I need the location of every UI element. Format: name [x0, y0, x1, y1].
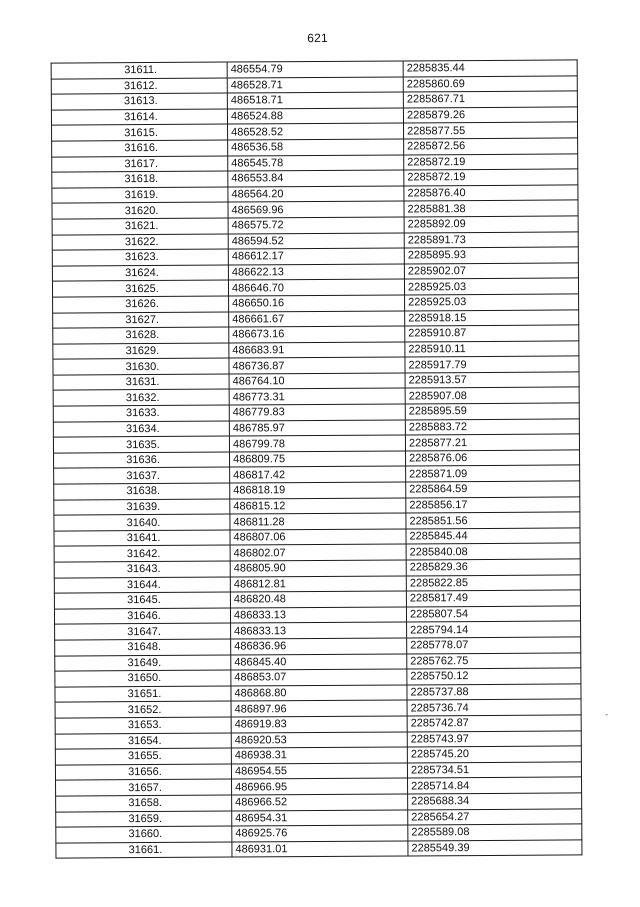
y-coordinate-cell: 2285907.08 [405, 387, 579, 404]
y-coordinate-cell: 2285742.87 [407, 715, 581, 732]
coordinates-table-body [51, 60, 582, 858]
y-coordinate-cell: 2285714.84 [408, 777, 582, 794]
y-coordinate-cell: 2285736.74 [407, 699, 581, 716]
point-id-cell: 31612. [51, 78, 227, 95]
point-id-cell: 31624. [52, 265, 228, 282]
y-coordinate-cell: 2285871.09 [406, 465, 580, 482]
y-coordinate-cell: 2285872.19 [404, 169, 578, 186]
point-id-cell: 31632. [53, 390, 229, 407]
point-id-cell: 31657. [56, 779, 232, 796]
point-id-cell: 31640. [54, 514, 230, 531]
y-coordinate-cell: 2285910.87 [405, 325, 579, 342]
point-id-cell: 31630. [53, 358, 229, 375]
y-coordinate-cell: 2285851.56 [406, 512, 580, 529]
y-coordinate-cell: 2285883.72 [405, 419, 579, 436]
x-coordinate-cell: 486553.84 [228, 170, 404, 187]
x-coordinate-cell: 486802.07 [230, 544, 406, 561]
y-coordinate-cell: 2285745.20 [407, 746, 581, 763]
point-id-cell: 31620. [52, 202, 228, 219]
y-coordinate-cell: 2285872.56 [404, 138, 578, 155]
point-id-cell: 31636. [54, 452, 230, 469]
x-coordinate-cell: 486650.16 [229, 295, 405, 312]
y-coordinate-cell: 2285876.06 [406, 450, 580, 467]
x-coordinate-cell: 486966.95 [232, 778, 408, 795]
point-id-cell: 31655. [55, 748, 231, 765]
point-id-cell: 31629. [53, 343, 229, 360]
y-coordinate-cell: 2285835.44 [403, 60, 577, 77]
x-coordinate-cell: 486554.79 [227, 61, 403, 78]
x-coordinate-cell: 486646.70 [228, 279, 404, 296]
x-coordinate-cell: 486809.75 [230, 451, 406, 468]
y-coordinate-cell: 2285877.21 [405, 434, 579, 451]
point-id-cell: 31644. [54, 577, 230, 594]
x-coordinate-cell: 486833.13 [230, 607, 406, 624]
x-coordinate-cell: 486545.78 [228, 155, 404, 172]
y-coordinate-cell: 2285549.39 [408, 840, 582, 857]
point-id-cell: 31634. [53, 421, 229, 438]
x-coordinate-cell: 486524.88 [227, 108, 403, 125]
point-id-cell: 31623. [52, 249, 228, 266]
x-coordinate-cell: 486966.52 [232, 794, 408, 811]
y-coordinate-cell: 2285872.19 [404, 153, 578, 170]
x-coordinate-cell: 486779.83 [229, 404, 405, 421]
y-coordinate-cell: 2285840.08 [406, 543, 580, 560]
x-coordinate-cell: 486925.76 [232, 825, 408, 842]
x-coordinate-cell: 486818.19 [230, 482, 406, 499]
point-id-cell: 31649. [55, 655, 231, 672]
x-coordinate-cell: 486612.17 [228, 248, 404, 265]
y-coordinate-cell: 2285925.03 [405, 294, 579, 311]
point-id-cell: 31615. [52, 124, 228, 141]
point-id-cell: 31627. [53, 312, 229, 329]
point-id-cell: 31648. [55, 639, 231, 656]
x-coordinate-cell: 486954.55 [231, 763, 407, 780]
y-coordinate-cell: 2285892.09 [404, 216, 578, 233]
point-id-cell: 31646. [54, 608, 230, 625]
y-coordinate-cell: 2285876.40 [404, 185, 578, 202]
y-coordinate-cell: 2285867.71 [403, 91, 577, 108]
y-coordinate-cell: 2285917.79 [405, 356, 579, 373]
y-coordinate-cell: 2285895.59 [405, 403, 579, 420]
y-coordinate-cell: 2285925.03 [404, 278, 578, 295]
x-coordinate-cell: 486799.78 [229, 435, 405, 452]
x-coordinate-cell: 486536.58 [228, 139, 404, 156]
x-coordinate-cell: 486785.97 [229, 420, 405, 437]
x-coordinate-cell: 486569.96 [228, 201, 404, 218]
point-id-cell: 31659. [56, 811, 232, 828]
x-coordinate-cell: 486868.80 [231, 685, 407, 702]
x-coordinate-cell: 486833.13 [231, 622, 407, 639]
x-coordinate-cell: 486815.12 [230, 498, 406, 515]
x-coordinate-cell: 486817.42 [230, 466, 406, 483]
x-coordinate-cell: 486661.67 [229, 310, 405, 327]
scan-speck [606, 714, 608, 715]
point-id-cell: 31654. [55, 733, 231, 750]
point-id-cell: 31650. [55, 670, 231, 687]
x-coordinate-cell: 486919.83 [231, 716, 407, 733]
x-coordinate-cell: 486764.10 [229, 373, 405, 390]
x-coordinate-cell: 486853.07 [231, 669, 407, 686]
y-coordinate-cell: 2285856.17 [406, 497, 580, 514]
point-id-cell: 31660. [56, 826, 232, 843]
y-coordinate-cell: 2285750.12 [407, 668, 581, 685]
point-id-cell: 31645. [54, 592, 230, 609]
y-coordinate-cell: 2285895.93 [404, 247, 578, 264]
x-coordinate-cell: 486683.91 [229, 342, 405, 359]
point-id-cell: 31647. [55, 623, 231, 640]
x-coordinate-cell: 486920.53 [231, 732, 407, 749]
y-coordinate-cell: 2285737.88 [407, 684, 581, 701]
x-coordinate-cell: 486845.40 [231, 654, 407, 671]
point-id-cell: 31641. [54, 530, 230, 547]
x-coordinate-cell: 486931.01 [232, 841, 408, 858]
x-coordinate-cell: 486594.52 [228, 233, 404, 250]
y-coordinate-cell: 2285879.26 [403, 107, 577, 124]
table-row [56, 840, 582, 859]
point-id-cell: 31653. [55, 717, 231, 734]
x-coordinate-cell: 486673.16 [229, 326, 405, 343]
x-coordinate-cell: 486564.20 [228, 186, 404, 203]
x-coordinate-cell: 486736.87 [229, 357, 405, 374]
y-coordinate-cell: 2285902.07 [404, 263, 578, 280]
x-coordinate-cell: 486528.71 [227, 77, 403, 94]
x-coordinate-cell: 486805.90 [230, 560, 406, 577]
y-coordinate-cell: 2285910.11 [405, 341, 579, 358]
x-coordinate-cell: 486836.96 [231, 638, 407, 655]
point-id-cell: 31639. [54, 499, 230, 516]
y-coordinate-cell: 2285864.59 [406, 481, 580, 498]
x-coordinate-cell: 486622.13 [228, 264, 404, 281]
y-coordinate-cell: 2285743.97 [407, 730, 581, 747]
x-coordinate-cell: 486954.31 [232, 809, 408, 826]
x-coordinate-cell: 486897.96 [231, 700, 407, 717]
x-coordinate-cell: 486811.28 [230, 513, 406, 530]
coordinates-table [51, 59, 583, 858]
x-coordinate-cell: 486938.31 [231, 747, 407, 764]
x-coordinate-cell: 486820.48 [230, 591, 406, 608]
point-id-cell: 31618. [52, 171, 228, 188]
point-id-cell: 31621. [52, 218, 228, 235]
point-id-cell: 31625. [52, 280, 228, 297]
point-id-cell: 31651. [55, 686, 231, 703]
y-coordinate-cell: 2285913.57 [405, 372, 579, 389]
point-id-cell: 31619. [52, 187, 228, 204]
x-coordinate-cell: 486575.72 [228, 217, 404, 234]
point-id-cell: 31658. [56, 795, 232, 812]
point-id-cell: 31643. [54, 561, 230, 578]
point-id-cell: 31613. [51, 93, 227, 110]
point-id-cell: 31614. [51, 109, 227, 126]
x-coordinate-cell: 486812.81 [230, 576, 406, 593]
point-id-cell: 31656. [55, 764, 231, 781]
y-coordinate-cell: 2285654.27 [408, 808, 582, 825]
point-id-cell: 31628. [53, 327, 229, 344]
point-id-cell: 31633. [53, 405, 229, 422]
point-id-cell: 31642. [54, 545, 230, 562]
point-id-cell: 31611. [51, 62, 227, 79]
point-id-cell: 31626. [53, 296, 229, 313]
y-coordinate-cell: 2285860.69 [403, 76, 577, 93]
y-coordinate-cell: 2285891.73 [404, 231, 578, 248]
point-id-cell: 31631. [53, 374, 229, 391]
point-id-cell: 31635. [53, 436, 229, 453]
x-coordinate-cell: 486807.06 [230, 529, 406, 546]
y-coordinate-cell: 2285817.49 [406, 590, 580, 607]
point-id-cell: 31638. [54, 483, 230, 500]
y-coordinate-cell: 2285807.54 [406, 606, 580, 623]
point-id-cell: 31637. [54, 467, 230, 484]
page-number: 621 [307, 30, 328, 46]
y-coordinate-cell: 2285688.34 [408, 793, 582, 810]
x-coordinate-cell: 486528.52 [228, 123, 404, 140]
point-id-cell: 31652. [55, 701, 231, 718]
x-coordinate-cell: 486518.71 [227, 92, 403, 109]
y-coordinate-cell: 2285762.75 [407, 652, 581, 669]
point-id-cell: 31617. [52, 156, 228, 173]
point-id-cell: 31622. [52, 234, 228, 251]
y-coordinate-cell: 2285918.15 [405, 309, 579, 326]
y-coordinate-cell: 2285845.44 [406, 528, 580, 545]
y-coordinate-cell: 2285822.85 [406, 575, 580, 592]
y-coordinate-cell: 2285778.07 [407, 637, 581, 654]
point-id-cell: 31661. [56, 842, 232, 859]
y-coordinate-cell: 2285877.55 [404, 122, 578, 139]
y-coordinate-cell: 2285734.51 [407, 762, 581, 779]
y-coordinate-cell: 2285589.08 [408, 824, 582, 841]
y-coordinate-cell: 2285829.36 [406, 559, 580, 576]
x-coordinate-cell: 486773.31 [229, 388, 405, 405]
y-coordinate-cell: 2285881.38 [404, 200, 578, 217]
point-id-cell: 31616. [52, 140, 228, 157]
y-coordinate-cell: 2285794.14 [407, 621, 581, 638]
